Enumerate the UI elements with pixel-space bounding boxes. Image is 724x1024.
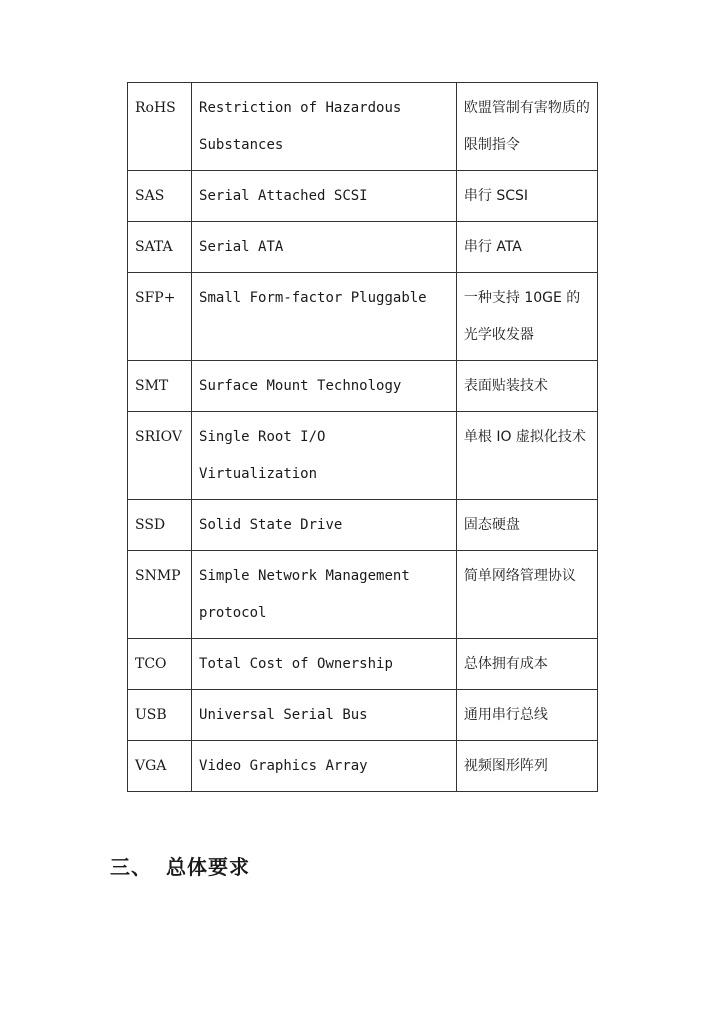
table-row — [128, 361, 598, 412]
abbr-cell: USB — [128, 690, 192, 741]
abbr-cell: SRIOV — [128, 412, 192, 500]
table-row — [128, 222, 598, 273]
english-term-cell: Surface Mount Technology — [192, 361, 457, 412]
chinese-term-cell: 视频图形阵列 — [456, 741, 597, 792]
chinese-term-cell: 简单网络管理协议 — [456, 551, 597, 639]
chinese-term-cell: 串行 ATA — [456, 222, 597, 273]
english-term-cell: Serial Attached SCSI — [192, 171, 457, 222]
section-heading — [110, 851, 250, 880]
chinese-term-cell: 通用串行总线 — [456, 690, 597, 741]
abbr-cell: TCO — [128, 639, 192, 690]
chinese-term-cell: 固态硬盘 — [456, 500, 597, 551]
table-row — [128, 639, 598, 690]
english-term-cell: Serial ATA — [192, 222, 457, 273]
english-term-cell: Video Graphics Array — [192, 741, 457, 792]
table-row — [128, 741, 598, 792]
abbreviation-table — [127, 82, 598, 792]
abbr-cell: SAS — [128, 171, 192, 222]
table-row — [128, 500, 598, 551]
english-term-cell: Solid State Drive — [192, 500, 457, 551]
abbr-cell: VGA — [128, 741, 192, 792]
english-term-cell: Total Cost of Ownership — [192, 639, 457, 690]
table-row — [128, 412, 598, 500]
table-row — [128, 551, 598, 639]
abbr-cell: SATA — [128, 222, 192, 273]
abbr-cell: SNMP — [128, 551, 192, 639]
english-term-cell: Universal Serial Bus — [192, 690, 457, 741]
chinese-term-cell: 串行 SCSI — [456, 171, 597, 222]
chinese-term-cell: 单根 IO 虚拟化技术 — [456, 412, 597, 500]
abbr-cell: SFP+ — [128, 273, 192, 361]
english-term-cell: Restriction of Hazardous Substances — [192, 83, 457, 171]
chinese-term-cell: 表面贴装技术 — [456, 361, 597, 412]
abbreviation-table-body — [128, 83, 598, 792]
table-row — [128, 273, 598, 361]
section-number: 三、 — [110, 855, 152, 879]
chinese-term-cell: 总体拥有成本 — [456, 639, 597, 690]
table-row — [128, 83, 598, 171]
chinese-term-cell: 欧盟管制有害物质的限制指令 — [456, 83, 597, 171]
english-term-cell: Simple Network Management protocol — [192, 551, 457, 639]
abbr-cell: SSD — [128, 500, 192, 551]
english-term-cell: Small Form-factor Pluggable — [192, 273, 457, 361]
english-term-cell: Single Root I/O Virtualization — [192, 412, 457, 500]
table-row — [128, 171, 598, 222]
chinese-term-cell: 一种支持 10GE 的光学收发器 — [456, 273, 597, 361]
table-row — [128, 690, 598, 741]
section-title: 总体要求 — [166, 855, 250, 879]
abbr-cell: SMT — [128, 361, 192, 412]
abbr-cell: RoHS — [128, 83, 192, 171]
